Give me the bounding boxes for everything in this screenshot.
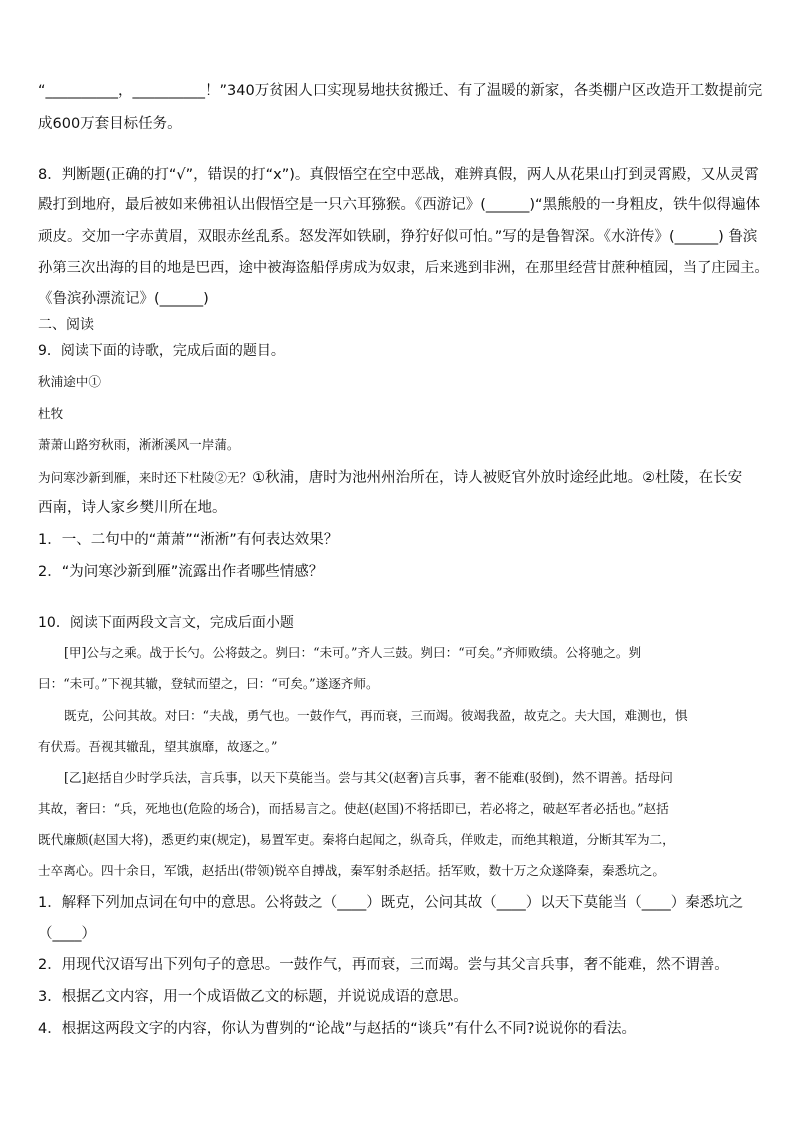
poem-author: 杜牧 — [38, 406, 64, 421]
question-9-2: 2．“为问寒沙新到雁”流露出作者哪些情感？ — [38, 564, 324, 580]
question-8: 8．判断题(正确的打“√”，错误的打“x”)。真假悟空在空中恶战，难辨真假，两人从花果山打到灵霄殿，又从灵霄 — [38, 167, 759, 183]
passage-line: 曰：“未可。”下视其辙，登轼而望之，曰：“可矣。”遂逐齐师。 — [38, 676, 379, 691]
poem-note: 西南，诗人家乡樊川所在地。 — [38, 500, 227, 516]
passage-line: 有伏焉。吾视其辙乱，望其旗靡，故逐之。” — [38, 739, 278, 754]
text-line: 孙第三次出海的目的地是巴西，途中被海盗船俘虏成为奴隶，后来逃到非洲，在那里经营甘蔗种植园，当了庄园主。 — [38, 260, 769, 276]
question-10-3: 3．根据乙文内容，用一个成语做乙文的标题，并说说成语的意思。 — [38, 989, 468, 1005]
text-line: “__________，__________！”340万贫困人口实现易地扶贫搬迁、有了温暖的新家，各类棚户区改造开工数提前完 — [38, 83, 763, 99]
text-line: （____） — [38, 926, 96, 942]
text-line: 《鲁滨孙漂流记》(______) — [38, 291, 209, 307]
question-9: 9．阅读下面的诗歌，完成后面的题目。 — [38, 343, 285, 359]
passage-line: 既代廉颇(赵国大将)，悉更约束(规定)，易置军吏。秦将白起闻之，纵奇兵，佯败走，而绝其粮道，分断其军为二， — [38, 832, 675, 847]
poem-line-with-note — [38, 469, 742, 486]
poem-line: 萧萧山路穷秋雨，淅淅溪风一岸蒲。 — [38, 437, 240, 452]
question-10-1: 1．解释下列加点词在句中的意思。公将鼓之（____）既克，公问其故（____）以天下莫能当（____）秦悉坑之 — [38, 895, 744, 911]
poem-note: ①秋浦，唐时为池州州治所在，诗人被贬官外放时途经此地。②杜陵，在长安 — [252, 470, 743, 486]
section-heading: 二、阅读 — [38, 317, 94, 333]
question-10-2: 2．用现代汉语写出下列句子的意思。一鼓作气，再而衰，三而竭。尝与其父言兵事，奢不能难，然不谓善。 — [38, 957, 729, 973]
passage-line: [甲]公与之乘。战于长勺。公将鼓之。刿曰：“未可。”齐人三鼓。刿曰：“可矣。”齐师败绩。公将驰之。刿 — [64, 645, 642, 660]
question-10: 10．阅读下面两段文言文，完成后面小题 — [38, 615, 294, 631]
text-line: 顽皮。交加一字赤黄眉，双眼赤丝乱系。怒发浑如铁刷，狰狞好似可怕。”写的是鲁智深。《水浒传》(______) 鲁滨 — [38, 229, 758, 245]
text-line: 殿打到地府，最后被如来佛祖认出假悟空是一只六耳猕猴。《西游记》(______)“黑熊般的一身粗皮，铁牛似得遍体 — [38, 197, 761, 213]
poem-title: 秋浦途中① — [38, 374, 101, 389]
text-line: 成600万套目标任务。 — [38, 116, 182, 132]
passage-line: 既克，公问其故。对曰：“夫战，勇气也。一鼓作气，再而衰，三而竭。彼竭我盈，故克之。夫大国，难测也，惧 — [64, 708, 688, 723]
passage-line: 其故，奢曰：“兵，死地也(危险的场合)，而括易言之。使赵(赵国)不将括即已，若必将之，破赵军者必括也。”赵括 — [38, 801, 669, 816]
passage-line: [乙]赵括自少时学兵法，言兵事，以天下莫能当。尝与其父(赵奢)言兵事，奢不能难(驳倒)，然不谓善。括母问 — [64, 770, 673, 785]
question-10-4: 4．根据这两段文字的内容，你认为曹刿的“论战”与赵括的“谈兵”有什么不同?说说你的看法。 — [38, 1021, 636, 1037]
passage-line: 士卒离心。四十余日，军饿，赵括出(带领)锐卒自搏战，秦军射杀赵括。括军败，数十万之众遂降秦，秦悉坑之。 — [38, 863, 665, 878]
poem-line: 为问寒沙新到雁，来时还下杜陵②无？ — [38, 470, 253, 485]
question-9-1: 1．一、二句中的“萧萧”“淅淅”有何表达效果？ — [38, 532, 339, 548]
